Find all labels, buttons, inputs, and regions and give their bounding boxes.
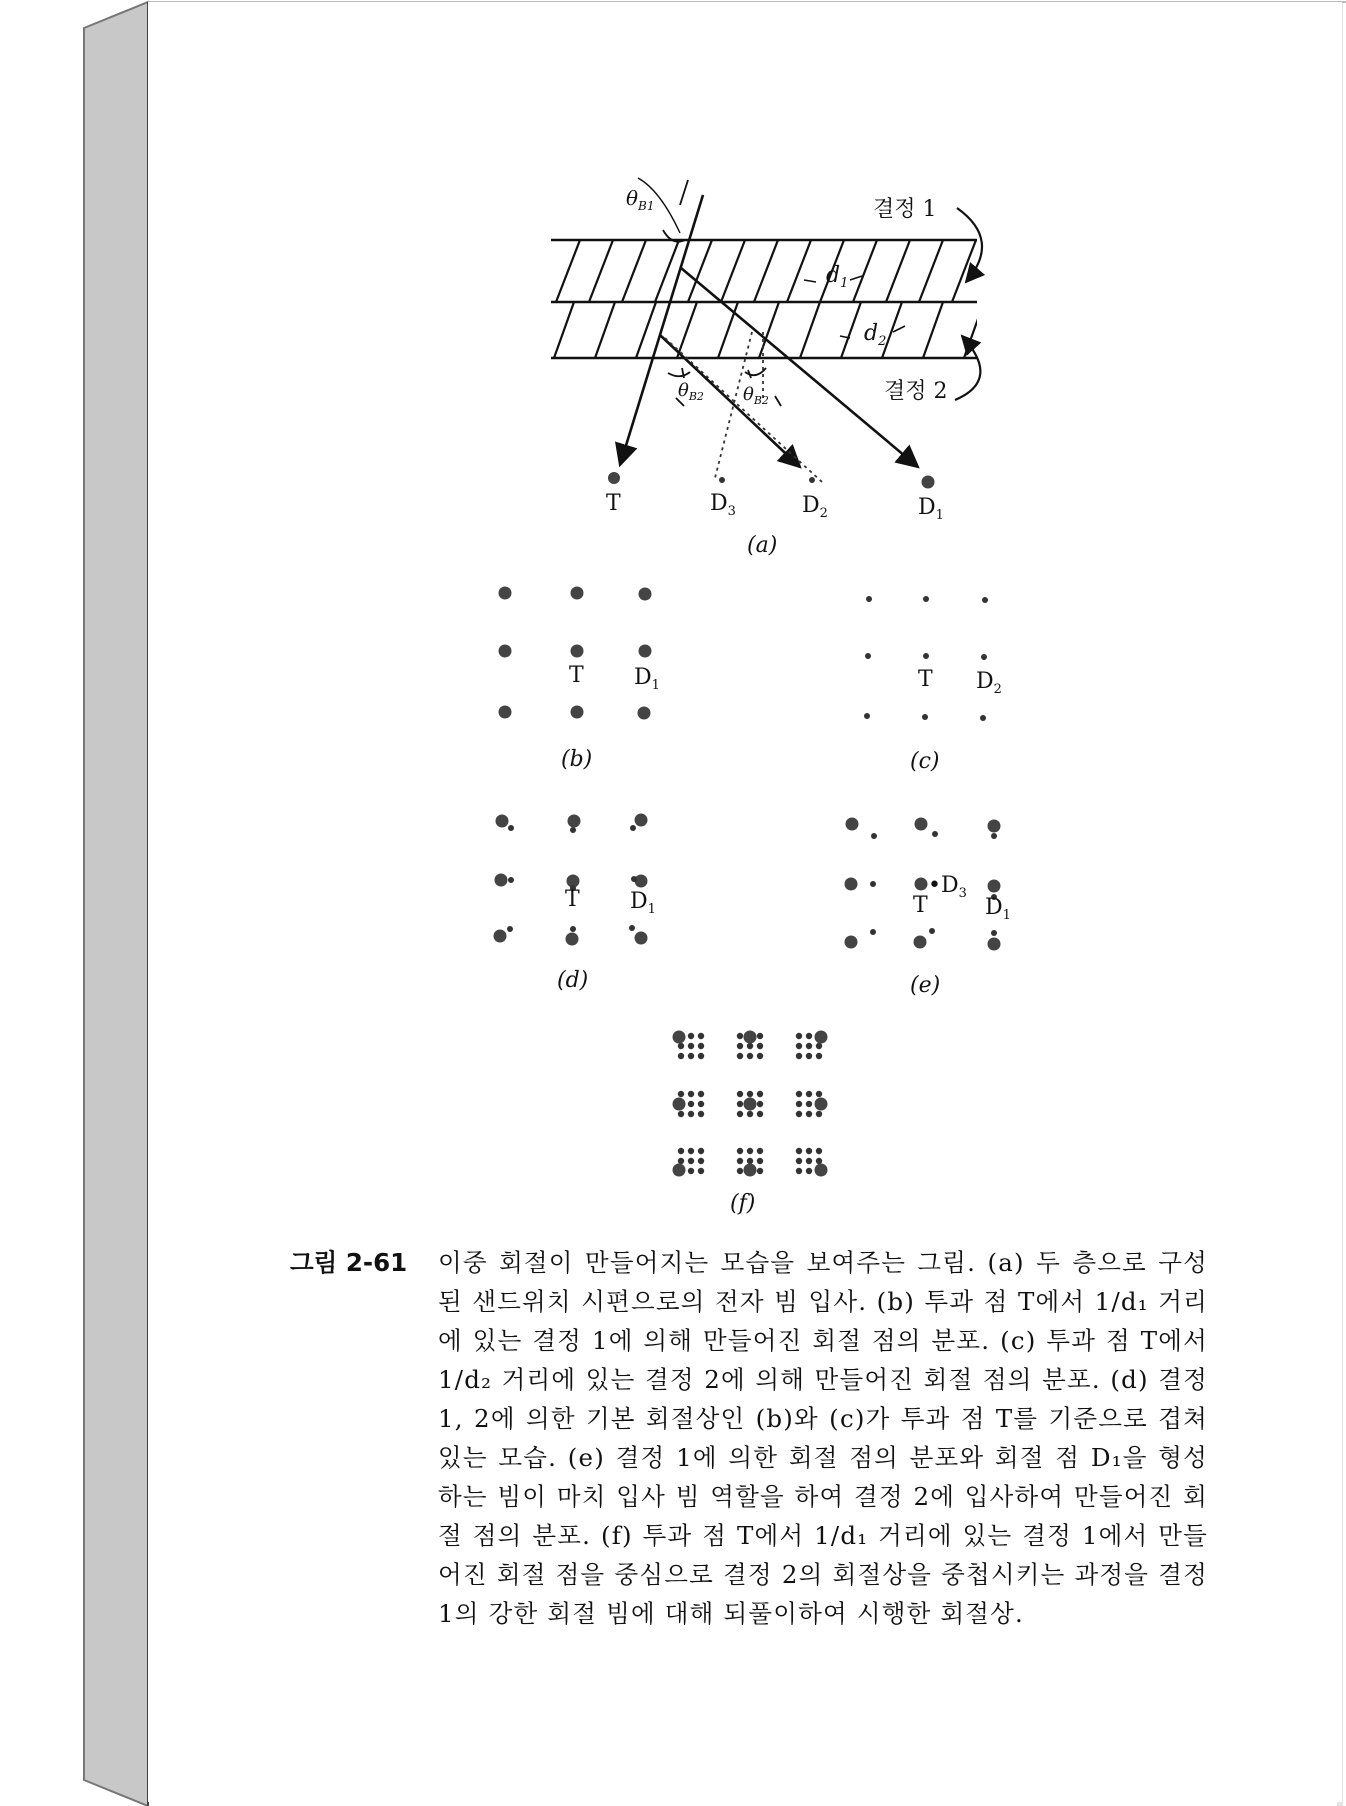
panel-f-small-dot	[796, 1111, 802, 1117]
panel-f-small-dot	[806, 1101, 812, 1107]
panel-f-small-dot	[806, 1091, 812, 1097]
panel-f-small-dot	[757, 1043, 763, 1049]
label-spot-T: T	[606, 491, 621, 516]
panel-f-large-dot	[744, 1031, 757, 1044]
panel-f-small-dot	[796, 1101, 802, 1107]
spot-D2-dot	[809, 477, 815, 483]
panel-f-small-dot	[737, 1033, 743, 1039]
caption-c: (c)	[910, 749, 940, 774]
panel-f-small-dot	[796, 1168, 802, 1174]
panel-f-large-dot	[815, 1164, 828, 1177]
label-theta-b2-right: $\theta_{B2}$	[743, 384, 769, 407]
panel-f-small-dot	[698, 1043, 704, 1049]
label-crystal-2: 결정 2	[884, 379, 948, 404]
label-spot-D1: $D_1$	[918, 495, 944, 523]
panel-f-small-dot	[688, 1158, 694, 1164]
panel-f-small-dot	[816, 1091, 822, 1097]
panel-f-small-dot	[757, 1111, 763, 1117]
panel-f-small-dot	[747, 1091, 753, 1097]
caption-label: 그림 2-61	[290, 1248, 408, 1277]
dotted-lines	[665, 332, 822, 482]
panel-f-small-dot	[757, 1091, 763, 1097]
panel-d-label-T: T	[565, 887, 580, 912]
panel-f-small-dot	[806, 1033, 812, 1039]
panel-f-small-dot	[796, 1053, 802, 1059]
panel-f-small-dot	[757, 1033, 763, 1039]
panel-f-small-dot	[678, 1091, 684, 1097]
panel-f-small-dot	[747, 1148, 753, 1154]
panel-e-label-T: T	[913, 893, 928, 918]
label-d1: $d_1$	[826, 263, 849, 291]
spot-T-dot	[608, 472, 620, 484]
panel-f-small-dot	[806, 1158, 812, 1164]
panel-f-small-dot	[757, 1053, 763, 1059]
caption-d: (d)	[557, 968, 589, 993]
panel-b	[499, 587, 652, 720]
panel-f-small-dot	[737, 1111, 743, 1117]
panel-b-label-D1: $D_1$	[634, 665, 660, 693]
panel-f-small-dot	[806, 1168, 812, 1174]
label-d2: $d_2$	[864, 321, 887, 349]
panel-d-label-D1: $D_1$	[630, 889, 656, 917]
panel-f-large-dot	[744, 1098, 757, 1111]
panel-f-small-dot	[747, 1043, 753, 1049]
panel-f-small-dot	[698, 1158, 704, 1164]
panel-f-small-dot	[757, 1158, 763, 1164]
panel-f-small-dot	[688, 1053, 694, 1059]
panel-f-small-dot	[757, 1168, 763, 1174]
panel-f-small-dot	[757, 1148, 763, 1154]
panel-f-small-dot	[688, 1148, 694, 1154]
panel-f-small-dot	[678, 1053, 684, 1059]
spot-D3-dot	[719, 477, 725, 483]
panel-f-large-dot	[815, 1031, 828, 1044]
panel-f-small-dot	[688, 1168, 694, 1174]
panel-f-small-dot	[796, 1091, 802, 1097]
panel-f-small-dot	[698, 1091, 704, 1097]
panel-f-small-dot	[806, 1148, 812, 1154]
panel-f-large-dot	[744, 1164, 757, 1177]
panel-f-small-dot	[678, 1148, 684, 1154]
label-theta-b2-left: $\theta_{B2}$	[678, 380, 704, 403]
panel-e	[845, 818, 1001, 951]
panel-f-small-dot	[737, 1053, 743, 1059]
panel-f-large-dot	[815, 1098, 828, 1111]
panel-f-small-dot	[796, 1158, 802, 1164]
panel-f-small-dot	[678, 1158, 684, 1164]
panel-f-small-dot	[688, 1033, 694, 1039]
panel-f-small-dot	[737, 1158, 743, 1164]
panel-f-small-dot	[688, 1043, 694, 1049]
label-crystal-1: 결정 1	[873, 197, 937, 222]
panel-c-label-D2: $D_2$	[976, 669, 1002, 697]
panel-f-small-dot	[806, 1043, 812, 1049]
panel-f-large-dot	[673, 1098, 686, 1111]
label-spot-D2: $D_2$	[802, 493, 828, 521]
panel-f-small-dot	[816, 1043, 822, 1049]
caption-b: (b)	[561, 747, 593, 772]
panel-f-small-dot	[796, 1043, 802, 1049]
caption-e: (e)	[910, 973, 941, 998]
crystal-1-layer	[551, 240, 977, 302]
panel-f-small-dot	[806, 1053, 812, 1059]
caption-text: 이중 회절이 만들어지는 모습을 보여주는 그림. (a) 두 층으로 구성된 샌드위치 시편으로의 전자 빔 입사. (b) 투과 점 T에서 1/d₁ 거리에 있는 결정 1에 의해 만들어진 회절 점의 분포. (c) 투과 점 T에서 1/d₂ 거리에 있는 결정 2에 의해 만들어진 회절 점의 분포. (d) 결정 1, 2에 의한 기본 회절상인 (b)와 (c)가 투과 점 T를 기준으로 겹쳐 있는 모습. (e) 결정 1에 의한 회절 점의 분포와 회절 점 D₁을 형성하는 빔이 마치 입사 빔 역할을 하여 결정 2에 입사하여 만들어진 회절 점의 분포. (f) 투과 점 T에서 1/d₁ 거리에 있는 결정 1에서 만들어진 회절 점을 중심으로 결정 2의 회절상을 중첩시키는 과정을 결정 1의 강한 회절 빔에 대해 되풀이하여 시행한 회절상.	[438, 1248, 1208, 1628]
panel-f-small-dot	[796, 1033, 802, 1039]
label-theta-b1: $\theta_{B1}$	[626, 186, 655, 213]
panel-e-label-D1: $D_1$	[985, 895, 1011, 923]
panel-f-small-dot	[747, 1111, 753, 1117]
panel-f-small-dot	[698, 1101, 704, 1107]
crystal-2-layer	[551, 302, 984, 358]
panel-f-small-dot	[816, 1148, 822, 1154]
panel-f-small-dot	[678, 1111, 684, 1117]
panel-e-label-D3: $•D_3$	[928, 873, 967, 901]
panel-f-small-dot	[796, 1148, 802, 1154]
panel-f-large-dot	[673, 1031, 686, 1044]
panel-f-small-dot	[698, 1053, 704, 1059]
caption-a: (a)	[747, 533, 778, 558]
panel-f-small-dot	[678, 1043, 684, 1049]
panel-d	[494, 814, 648, 946]
panel-f-small-dot	[698, 1168, 704, 1174]
panel-f-large-dot	[673, 1164, 686, 1177]
panel-a	[551, 178, 984, 558]
panel-f-small-dot	[737, 1101, 743, 1107]
panel-f-small-dot	[688, 1111, 694, 1117]
panel-c	[864, 596, 988, 721]
label-spot-D3: $D_3$	[710, 491, 736, 519]
panel-f-small-dot	[737, 1043, 743, 1049]
panel-f-small-dot	[698, 1111, 704, 1117]
panel-f-small-dot	[816, 1111, 822, 1117]
panel-f-small-dot	[737, 1148, 743, 1154]
spot-D1-dot	[922, 476, 935, 489]
panel-b-label-T: T	[569, 663, 584, 688]
panel-f-small-dot	[816, 1053, 822, 1059]
panel-f-small-dot	[816, 1158, 822, 1164]
panel-f	[673, 1031, 828, 1177]
panel-c-label-T: T	[918, 667, 933, 692]
panel-f-small-dot	[747, 1053, 753, 1059]
panel-f-small-dot	[757, 1101, 763, 1107]
panel-f-small-dot	[698, 1148, 704, 1154]
panel-f-small-dot	[737, 1168, 743, 1174]
panel-f-small-dot	[688, 1101, 694, 1107]
panel-f-small-dot	[698, 1033, 704, 1039]
panel-f-small-dot	[747, 1158, 753, 1164]
panel-f-small-dot	[737, 1091, 743, 1097]
panel-f-small-dot	[688, 1091, 694, 1097]
panel-f-small-dot	[806, 1111, 812, 1117]
caption-f: (f)	[730, 1191, 756, 1216]
